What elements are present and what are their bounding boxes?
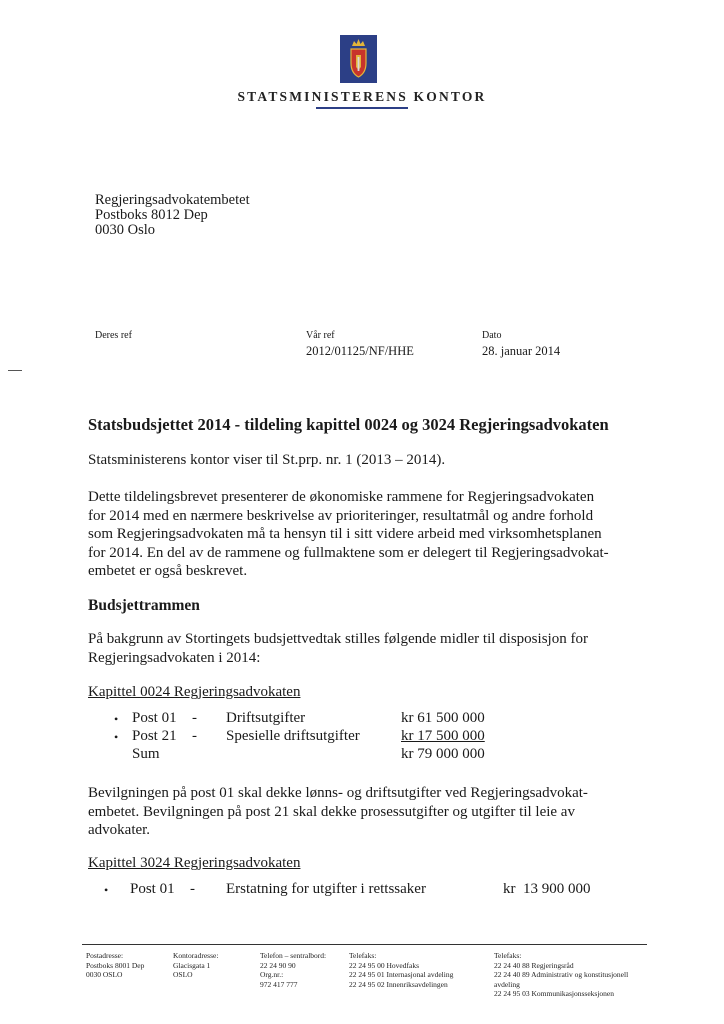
var-ref-value: 2012/01125/NF/HHE	[306, 344, 414, 358]
chapter-0024-title: Kapittel 0024 Regjeringsadvokaten	[88, 684, 301, 700]
paragraph-line: embetet er også beskrevet.	[88, 563, 248, 579]
subject-heading: Statsbudsjettet 2014 - tildeling kapittel 0024 og 3024 Regjeringsadvokaten	[88, 415, 609, 434]
date-label: Dato	[482, 330, 502, 341]
footer-postal: Postadresse: Postboks 8001 Dep 0030 OSLO	[86, 951, 145, 979]
paragraph-line: Regjeringsadvokaten i 2014:	[88, 649, 261, 666]
fold-mark	[8, 370, 22, 371]
sum-label: Sum	[132, 746, 160, 762]
recipient-name: Regjeringsadvokatembetet	[95, 192, 250, 208]
footer-rule	[82, 944, 647, 945]
paragraph-line: Bevilgningen på post 01 skal dekke lønns- og driftsutgifter ved Regjeringsadvokat-	[88, 785, 588, 801]
appropriation-paragraph	[88, 784, 658, 840]
post-number: Post 21	[132, 728, 177, 744]
paragraph-line: På bakgrunn av Stortingets budsjettvedtak stilles følgende midler til disposisjon for	[88, 631, 588, 647]
budget-paragraph	[88, 630, 658, 667]
recipient-city: 0030 Oslo	[95, 222, 156, 238]
org-name: STATSMINISTERENS KONTOR	[237, 89, 487, 104]
post-description: Erstatning for utgifter i rettssaker	[226, 881, 426, 897]
recipient-box: Postboks 8012 Dep	[95, 207, 208, 223]
post-dash: -	[190, 881, 195, 897]
var-ref-label: Vår ref	[306, 330, 335, 341]
bullet-icon: •	[114, 730, 119, 744]
post-description: Driftsutgifter	[226, 710, 306, 726]
footer-fax: Telefaks: 22 24 95 00 Hovedfaks 22 24 95 01 Internasjonal avdeling 22 24 95 02 Innenriksavdelingen	[349, 951, 454, 989]
section-heading-budsjett: Budsjettrammen	[88, 597, 200, 614]
intro-paragraph: Statsministerens kontor viser til St.prp. nr. 1 (2013 – 2014).	[88, 452, 446, 468]
paragraph-line: som Regjeringsadvokaten må ta hensyn til i sitt videre arbeid med virksomhetsplanen	[88, 526, 602, 542]
sum-amount: kr 79 000 000	[401, 746, 485, 762]
post-amount: kr 13 900 000	[503, 881, 591, 897]
chapter-3024-title: Kapittel 3024 Regjeringsadvokaten	[88, 855, 301, 871]
paragraph-line: for 2014 med en nærmere beskrivelse av prioriteringer, resultatmål og andre forhold	[88, 507, 594, 524]
bullet-icon: •	[114, 712, 119, 726]
footer-office: Kontoradresse: Glacisgata 1 OSLO	[173, 951, 219, 979]
paragraph-line: advokater.	[88, 822, 151, 838]
post-number: Post 01	[130, 881, 175, 897]
date-value: 28. januar 2014	[482, 344, 561, 358]
footer-fax-2: Telefaks: 22 24 40 88 Regjeringsråd 22 24 40 89 Administrativ og konstitusjonell avdeling 22 24 95 03 Kommunikasjonsseksjonen	[494, 951, 629, 998]
deres-ref-label: Deres ref	[95, 330, 132, 341]
letterhead-rule	[316, 107, 408, 109]
coat-of-arms-logo	[340, 35, 377, 83]
paragraph-line: Dette tildelingsbrevet presenterer de økonomiske rammene for Regjeringsadvokaten	[88, 489, 595, 505]
purpose-paragraph	[88, 488, 658, 581]
post-dash: -	[192, 710, 197, 726]
paragraph-line: for 2014. En del av de rammene og fullmaktene som er delegert til Regjeringsadvokat-	[88, 544, 609, 561]
footer-phone: Telefon – sentralbord: 22 24 90 90 Org.nr.: 972 417 777	[260, 951, 327, 989]
post-number: Post 01	[132, 710, 177, 726]
post-amount: kr 61 500 000	[401, 710, 485, 726]
bullet-icon: •	[104, 883, 109, 897]
paragraph-line: embetet. Bevilgningen på post 21 skal dekke prosessutgifter og utgifter til leie av	[88, 803, 575, 820]
post-dash: -	[192, 728, 197, 744]
post-amount: kr 17 500 000	[401, 728, 485, 744]
post-description: Spesielle driftsutgifter	[226, 728, 360, 744]
